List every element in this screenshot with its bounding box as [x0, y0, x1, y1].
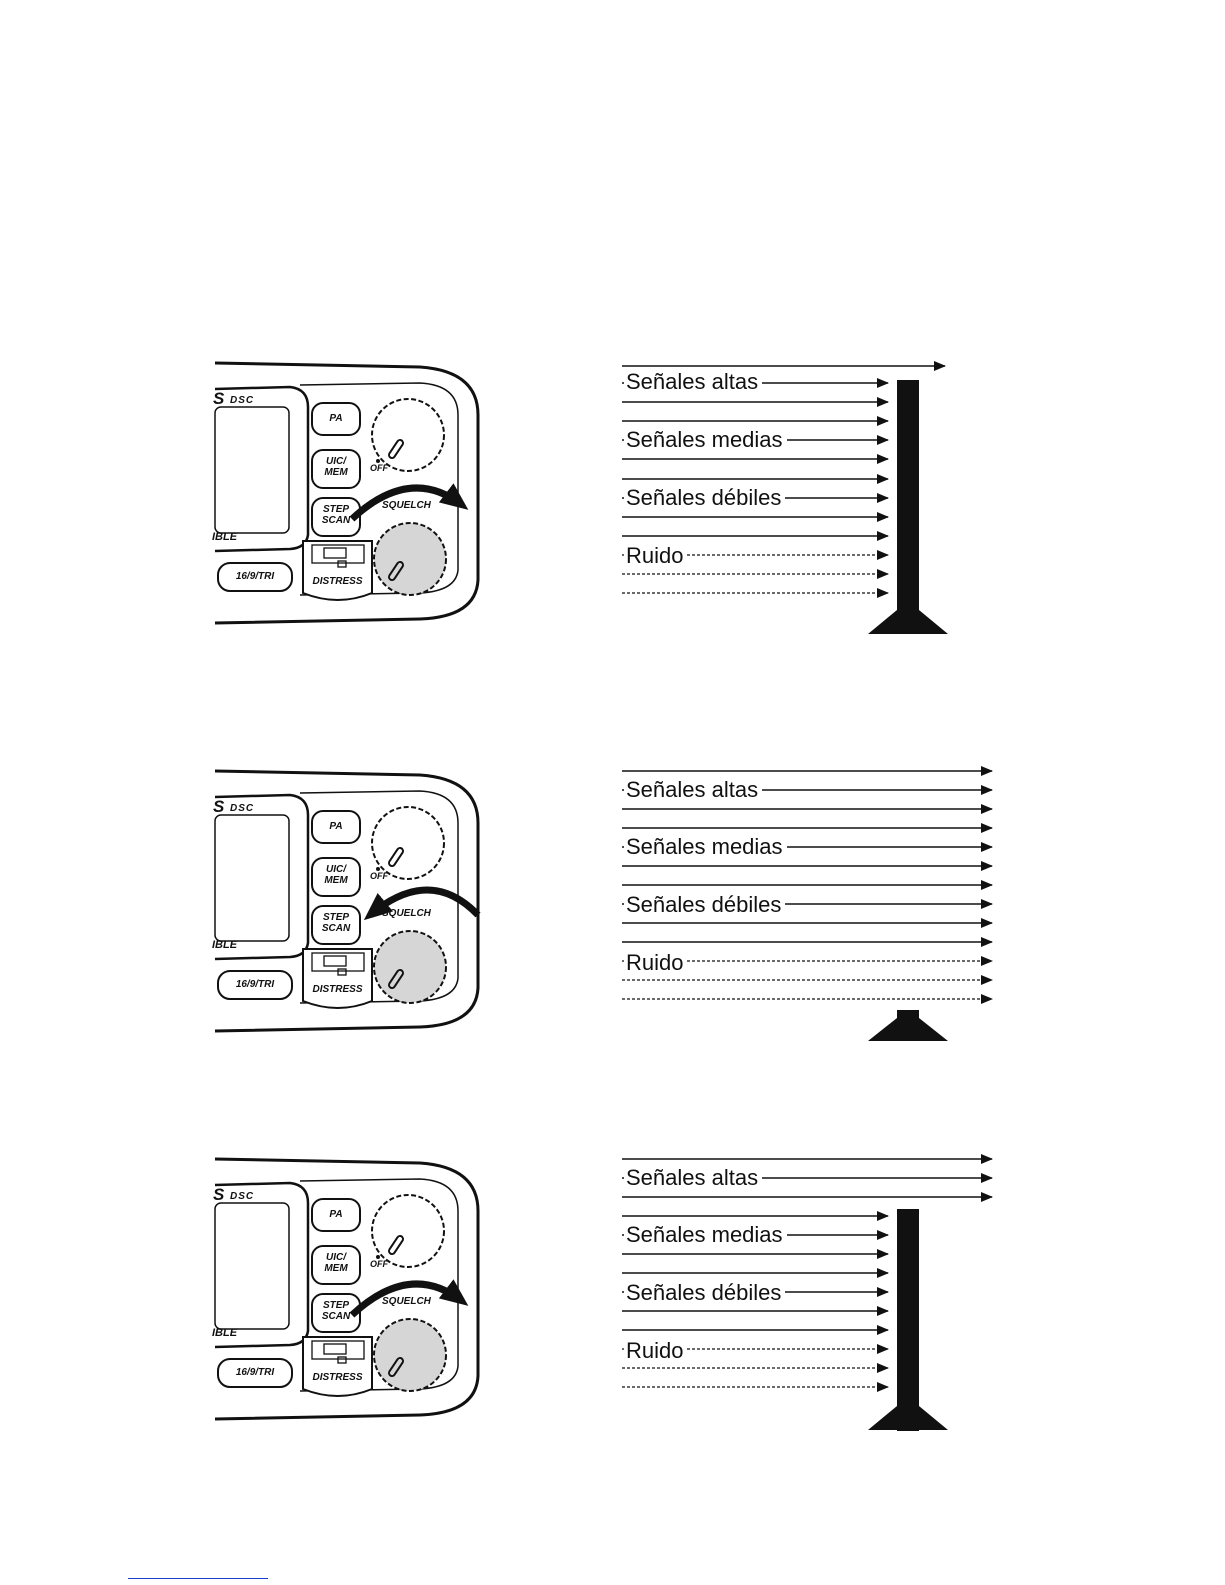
ch16-button-label: 16/9/TRI — [235, 1367, 275, 1378]
squelch-barrier — [868, 1209, 948, 1431]
squelch-knob[interactable] — [374, 523, 446, 595]
squelch-panel-3 — [0, 1151, 1225, 1451]
squelch-barrier — [868, 380, 948, 634]
mem-button-label: MEM — [324, 875, 348, 886]
step-button-label: STEP — [322, 912, 350, 923]
label-weak-signals: Señales débiles — [624, 1280, 785, 1306]
model-label: IBLE — [212, 939, 238, 951]
label-strong-signals: Señales altas — [624, 777, 762, 803]
step-button-label: STEP — [322, 1300, 350, 1311]
brand-text: S — [213, 1185, 225, 1204]
panel-3-graphics — [0, 1151, 1225, 1451]
model-label: IBLE — [212, 1327, 238, 1339]
dsc-label: DSC — [230, 803, 255, 814]
label-noise: Ruido — [624, 950, 687, 976]
brand-text: S — [213, 389, 225, 408]
squelch-label: SQUELCH — [382, 908, 431, 919]
distress-label: DISTRESS — [312, 1372, 363, 1383]
pa-button-label: PA — [329, 413, 343, 424]
step-button-label: STEP — [322, 504, 350, 515]
label-noise: Ruido — [624, 543, 687, 569]
ch16-button-label: 16/9/TRI — [235, 571, 275, 582]
mem-button-label: MEM — [324, 467, 348, 478]
distress-button[interactable] — [303, 1337, 372, 1396]
dsc-label: DSC — [230, 395, 255, 406]
ch16-button-label: 16/9/TRI — [235, 979, 275, 990]
distress-button[interactable] — [303, 949, 372, 1008]
squelch-knob[interactable] — [374, 1319, 446, 1391]
squelch-panel-2 — [0, 763, 1225, 1063]
label-weak-signals: Señales débiles — [624, 485, 785, 511]
volume-knob[interactable] — [372, 1195, 444, 1267]
squelch-label: SQUELCH — [382, 1296, 431, 1307]
squelch-label: SQUELCH — [382, 500, 431, 511]
label-strong-signals: Señales altas — [624, 369, 762, 395]
label-weak-signals: Señales débiles — [624, 892, 785, 918]
off-label: OFF — [370, 871, 388, 881]
label-medium-signals: Señales medias — [624, 1222, 787, 1248]
label-medium-signals: Señales medias — [624, 427, 787, 453]
model-label: IBLE — [212, 531, 238, 543]
panel-1-graphics — [0, 355, 1225, 655]
distress-label: DISTRESS — [312, 984, 363, 995]
distress-button[interactable] — [303, 541, 372, 600]
uic-button-label: UIC/ — [326, 456, 346, 467]
squelch-knob[interactable] — [374, 931, 446, 1003]
pa-button-label: PA — [329, 1209, 343, 1220]
uic-button-label: UIC/ — [326, 1252, 346, 1263]
footer-rule — [128, 1578, 268, 1579]
uic-button-label: UIC/ — [326, 864, 346, 875]
panel-2-graphics — [0, 763, 1225, 1063]
label-noise: Ruido — [624, 1338, 687, 1364]
off-label: OFF — [370, 1259, 388, 1269]
label-strong-signals: Señales altas — [624, 1165, 762, 1191]
volume-knob[interactable] — [372, 807, 444, 879]
brand-text: S — [213, 797, 225, 816]
label-medium-signals: Señales medias — [624, 834, 787, 860]
scan-button-label: SCAN — [321, 1311, 351, 1322]
distress-label: DISTRESS — [312, 576, 363, 587]
off-label: OFF — [370, 463, 388, 473]
squelch-panel-1 — [0, 355, 1225, 655]
scan-button-label: SCAN — [321, 923, 351, 934]
scan-button-label: SCAN — [321, 515, 351, 526]
pa-button-label: PA — [329, 821, 343, 832]
volume-knob[interactable] — [372, 399, 444, 471]
mem-button-label: MEM — [324, 1263, 348, 1274]
dsc-label: DSC — [230, 1191, 255, 1202]
squelch-barrier — [868, 1010, 948, 1041]
